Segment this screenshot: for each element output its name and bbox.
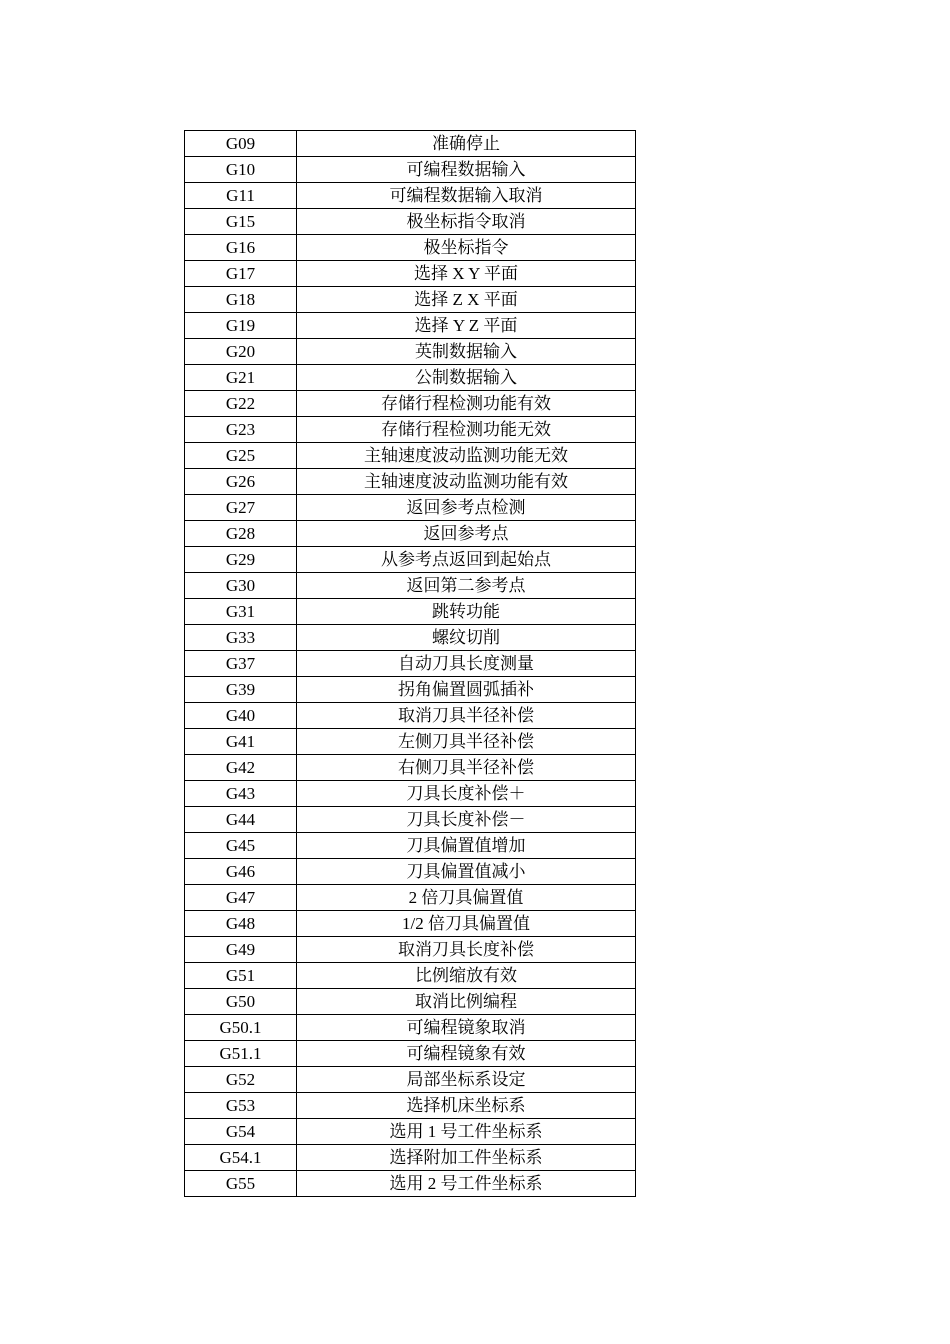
description-cell: 刀具偏置值减小: [297, 859, 636, 885]
table-row: [185, 859, 636, 885]
gcode-cell: G28: [185, 521, 297, 547]
description-cell: 2 倍刀具偏置值: [297, 885, 636, 911]
description-cell: 主轴速度波动监测功能有效: [297, 469, 636, 495]
gcode-cell: G49: [185, 937, 297, 963]
description-cell: 准确停止: [297, 131, 636, 157]
table-row: [185, 1015, 636, 1041]
gcode-cell: G41: [185, 729, 297, 755]
description-cell: 刀具偏置值增加: [297, 833, 636, 859]
gcode-cell: G45: [185, 833, 297, 859]
description-cell: 英制数据输入: [297, 339, 636, 365]
table-row: [185, 261, 636, 287]
table-row: [185, 287, 636, 313]
description-cell: 选择附加工件坐标系: [297, 1145, 636, 1171]
gcode-cell: G25: [185, 443, 297, 469]
gcode-cell: G50.1: [185, 1015, 297, 1041]
description-cell: 选择 Z X 平面: [297, 287, 636, 313]
table-row: [185, 963, 636, 989]
table-row: [185, 1145, 636, 1171]
table-row: [185, 365, 636, 391]
table-row: [185, 911, 636, 937]
description-cell: 存储行程检测功能有效: [297, 391, 636, 417]
description-cell: 选择机床坐标系: [297, 1093, 636, 1119]
gcode-cell: G54: [185, 1119, 297, 1145]
description-cell: 选用 1 号工件坐标系: [297, 1119, 636, 1145]
gcode-cell: G20: [185, 339, 297, 365]
gcode-cell: G33: [185, 625, 297, 651]
description-cell: 取消刀具半径补偿: [297, 703, 636, 729]
gcode-cell: G19: [185, 313, 297, 339]
table-row: [185, 807, 636, 833]
description-cell: 公制数据输入: [297, 365, 636, 391]
description-cell: 跳转功能: [297, 599, 636, 625]
description-cell: 存储行程检测功能无效: [297, 417, 636, 443]
table-row: [185, 443, 636, 469]
gcode-cell: G18: [185, 287, 297, 313]
description-cell: 可编程数据输入取消: [297, 183, 636, 209]
description-cell: 极坐标指令: [297, 235, 636, 261]
gcode-cell: G16: [185, 235, 297, 261]
table-row: [185, 183, 636, 209]
gcode-cell: G22: [185, 391, 297, 417]
table-row: [185, 313, 636, 339]
description-cell: 主轴速度波动监测功能无效: [297, 443, 636, 469]
gcode-cell: G15: [185, 209, 297, 235]
table-row: [185, 989, 636, 1015]
description-cell: 螺纹切削: [297, 625, 636, 651]
table-row: [185, 157, 636, 183]
gcode-cell: G51: [185, 963, 297, 989]
description-cell: 可编程镜象有效: [297, 1041, 636, 1067]
gcode-cell: G46: [185, 859, 297, 885]
gcode-cell: G55: [185, 1171, 297, 1197]
gcode-cell: G29: [185, 547, 297, 573]
description-cell: 自动刀具长度测量: [297, 651, 636, 677]
table-row: [185, 131, 636, 157]
description-cell: 拐角偏置圆弧插补: [297, 677, 636, 703]
gcode-cell: G50: [185, 989, 297, 1015]
gcode-cell: G09: [185, 131, 297, 157]
table-row: [185, 573, 636, 599]
description-cell: 取消刀具长度补偿: [297, 937, 636, 963]
table-row: [185, 937, 636, 963]
table-row: [185, 417, 636, 443]
gcode-cell: G43: [185, 781, 297, 807]
gcode-cell: G52: [185, 1067, 297, 1093]
gcode-cell: G42: [185, 755, 297, 781]
gcode-cell: G31: [185, 599, 297, 625]
table-row: [185, 781, 636, 807]
description-cell: 比例缩放有效: [297, 963, 636, 989]
table-row: [185, 651, 636, 677]
gcode-cell: G10: [185, 157, 297, 183]
table-row: [185, 495, 636, 521]
description-cell: 返回参考点检测: [297, 495, 636, 521]
table-row: [185, 547, 636, 573]
gcode-cell: G47: [185, 885, 297, 911]
description-cell: 选择 Y Z 平面: [297, 313, 636, 339]
table-row: [185, 729, 636, 755]
table-row: [185, 1093, 636, 1119]
table-row: [185, 1041, 636, 1067]
table-row: [185, 599, 636, 625]
description-cell: 从参考点返回到起始点: [297, 547, 636, 573]
table-row: [185, 1067, 636, 1093]
gcode-cell: G51.1: [185, 1041, 297, 1067]
gcode-cell: G21: [185, 365, 297, 391]
gcode-cell: G27: [185, 495, 297, 521]
gcode-cell: G30: [185, 573, 297, 599]
description-cell: 左侧刀具半径补偿: [297, 729, 636, 755]
gcode-table-body: [185, 131, 636, 1197]
table-row: [185, 391, 636, 417]
table-row: [185, 235, 636, 261]
description-cell: 右侧刀具半径补偿: [297, 755, 636, 781]
table-row: [185, 677, 636, 703]
description-cell: 可编程镜象取消: [297, 1015, 636, 1041]
table-row: [185, 833, 636, 859]
table-row: [185, 521, 636, 547]
description-cell: 选用 2 号工件坐标系: [297, 1171, 636, 1197]
gcode-cell: G17: [185, 261, 297, 287]
description-cell: 刀具长度补偿＋: [297, 781, 636, 807]
table-row: [185, 625, 636, 651]
gcode-cell: G23: [185, 417, 297, 443]
gcode-cell: G11: [185, 183, 297, 209]
description-cell: 极坐标指令取消: [297, 209, 636, 235]
description-cell: 取消比例编程: [297, 989, 636, 1015]
description-cell: 返回第二参考点: [297, 573, 636, 599]
gcode-cell: G40: [185, 703, 297, 729]
table-row: [185, 209, 636, 235]
description-cell: 选择 X Y 平面: [297, 261, 636, 287]
table-row: [185, 339, 636, 365]
gcode-cell: G54.1: [185, 1145, 297, 1171]
description-cell: 1/2 倍刀具偏置值: [297, 911, 636, 937]
table-row: [185, 885, 636, 911]
gcode-cell: G26: [185, 469, 297, 495]
gcode-cell: G53: [185, 1093, 297, 1119]
table-row: [185, 469, 636, 495]
description-cell: 局部坐标系设定: [297, 1067, 636, 1093]
description-cell: 可编程数据输入: [297, 157, 636, 183]
table-row: [185, 755, 636, 781]
description-cell: 返回参考点: [297, 521, 636, 547]
table-row: [185, 1171, 636, 1197]
gcode-cell: G48: [185, 911, 297, 937]
gcode-table: [184, 130, 636, 1197]
gcode-cell: G39: [185, 677, 297, 703]
description-cell: 刀具长度补偿－: [297, 807, 636, 833]
table-row: [185, 1119, 636, 1145]
gcode-cell: G44: [185, 807, 297, 833]
gcode-cell: G37: [185, 651, 297, 677]
table-row: [185, 703, 636, 729]
